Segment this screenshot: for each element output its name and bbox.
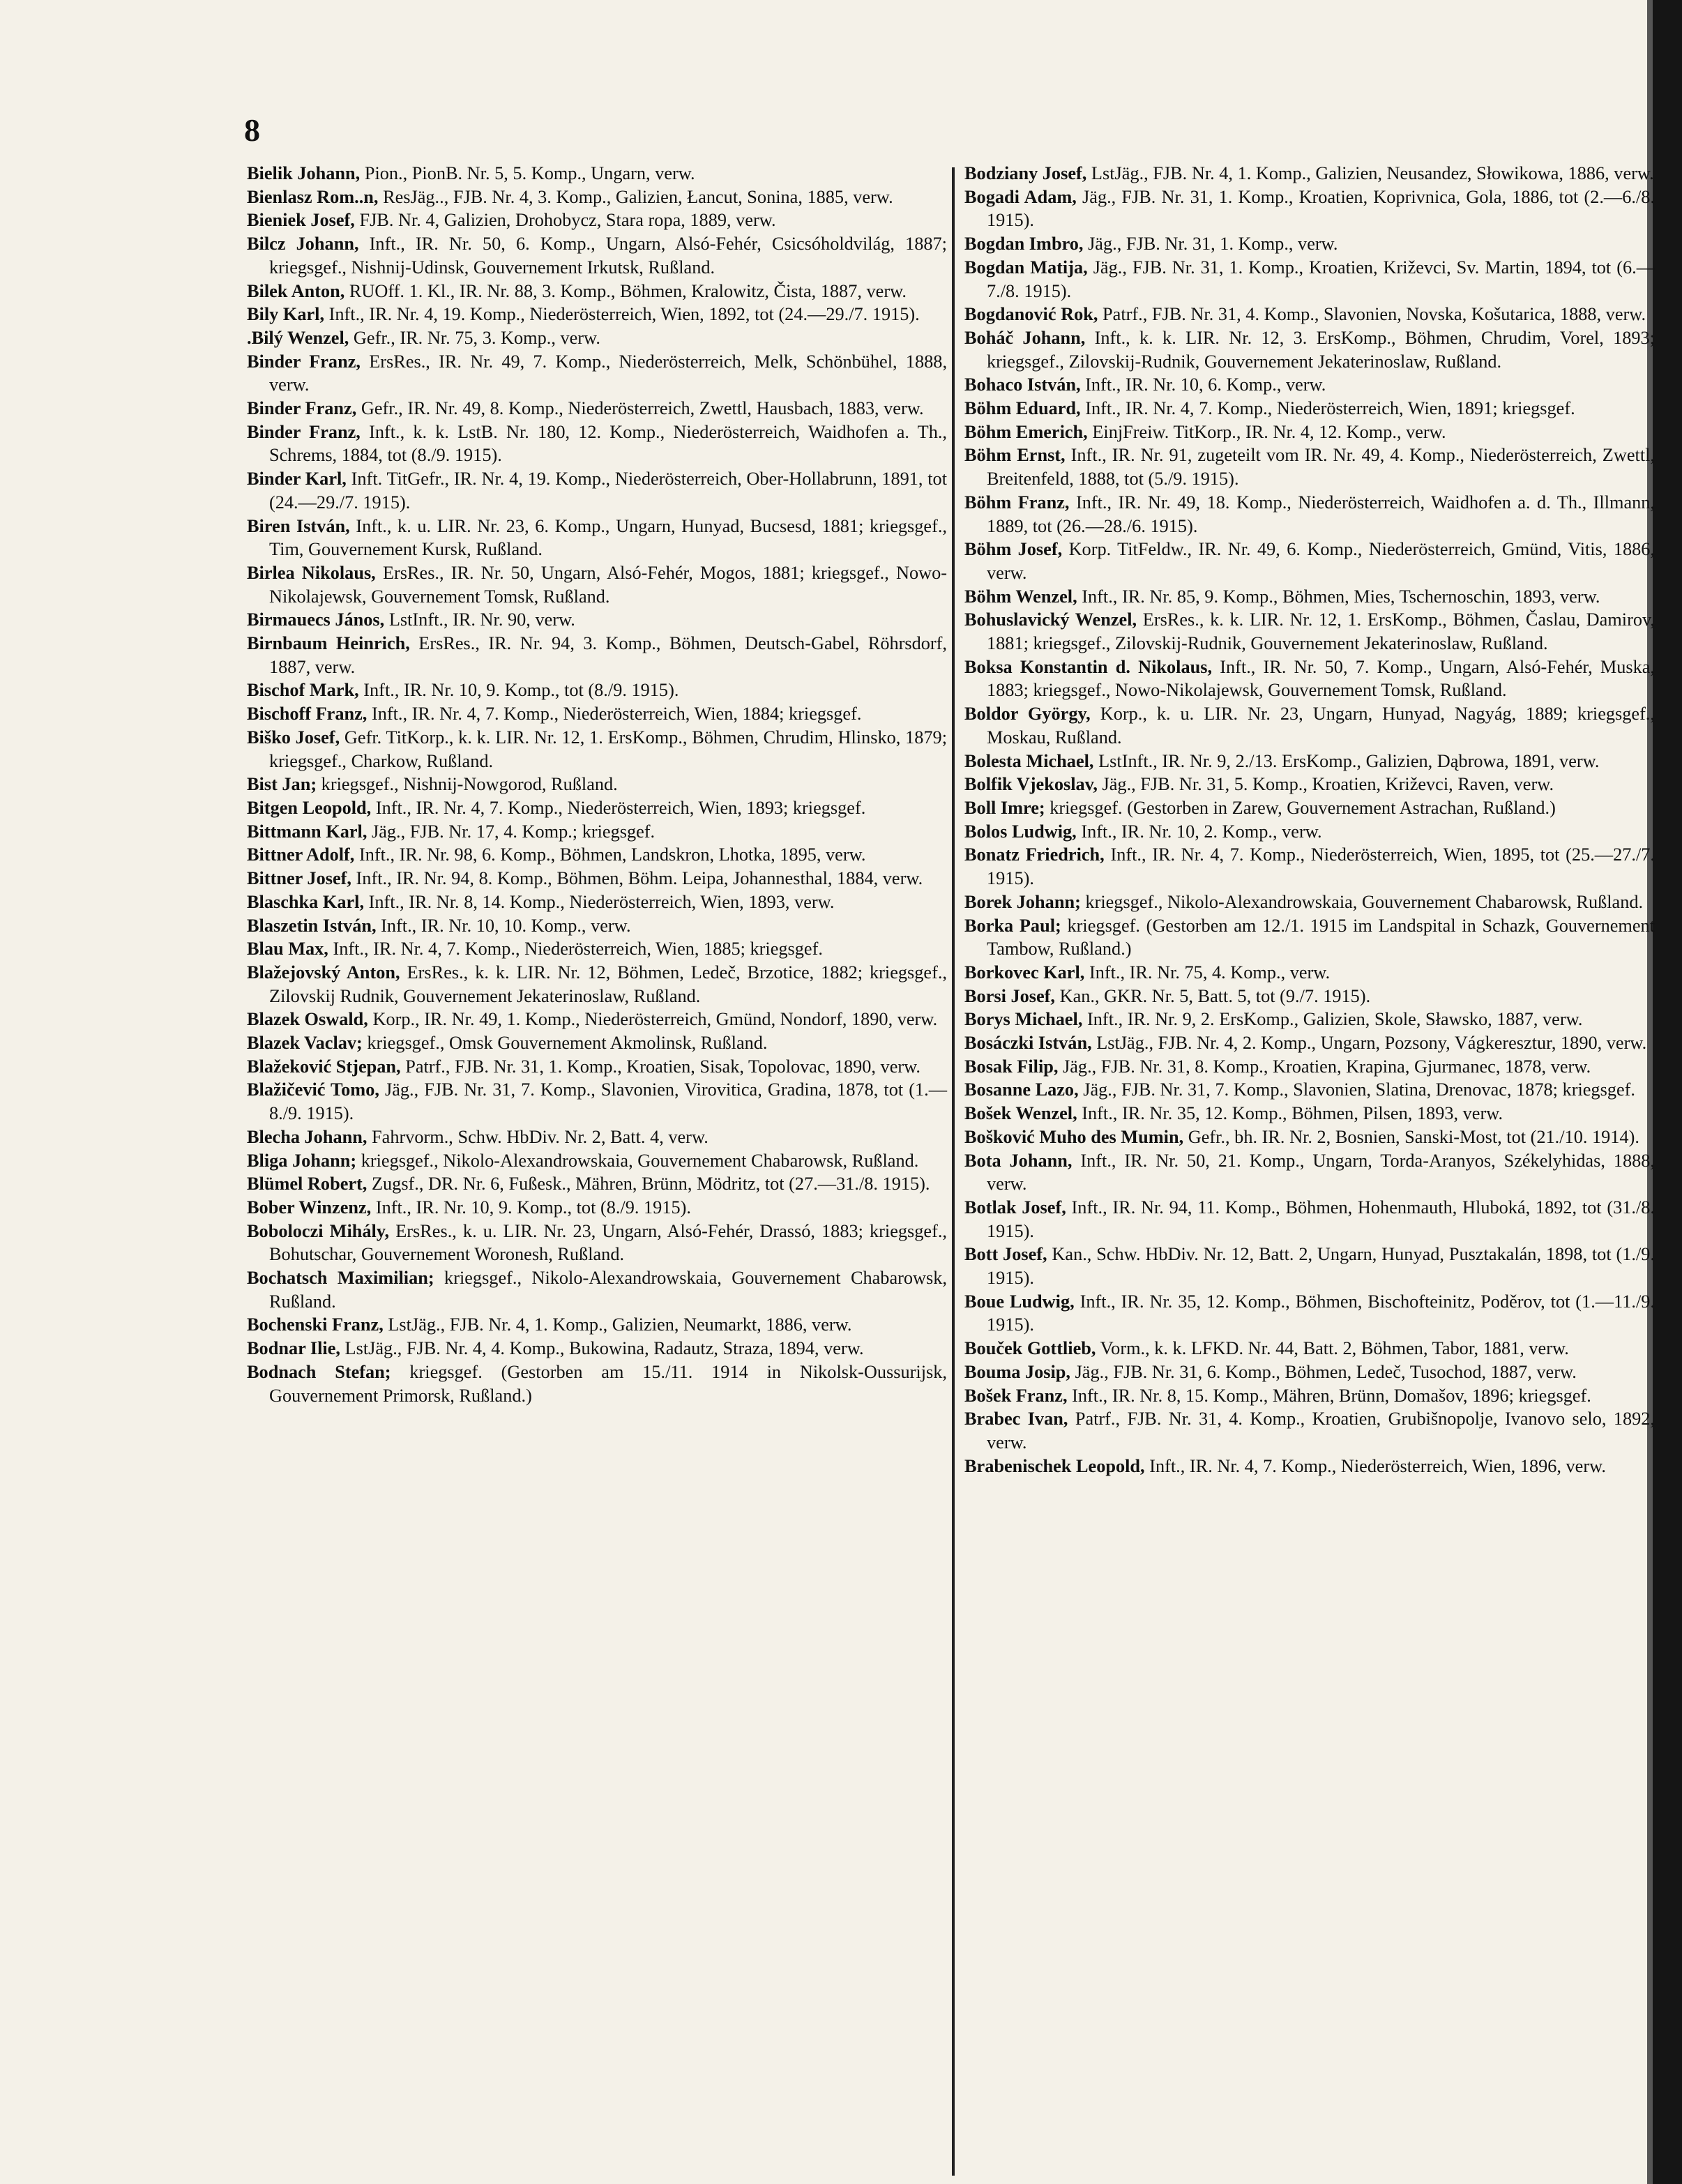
entry-details: Inft., IR. Nr. 91, zugeteilt vom IR. Nr. 49, 4. Komp., Niederösterreich, Zwettl, Breitenfeld, 1888, tot (5./9. 1915). bbox=[987, 445, 1655, 490]
entry-details: Kan., GKR. Nr. 5, Batt. 5, tot (9./7. 1915). bbox=[1059, 985, 1371, 1006]
entry-name: Böhm Ernst, bbox=[964, 445, 1066, 466]
list-entry bbox=[247, 1031, 947, 1055]
entry-name: Bošković Muho des Mumin, bbox=[964, 1126, 1184, 1147]
entry-details: ErsRes., k. k. LIR. Nr. 12, Böhmen, Ledeč, Brzotice, 1882; kriegsgef., Zilovskij Rudnik, Gouvernement Jekaterinoslaw, Rußland. bbox=[269, 962, 948, 1006]
entry-details: Jäg., FJB. Nr. 31, 8. Komp., Kroatien, Krapina, Gjurmanec, 1878, verw. bbox=[1063, 1056, 1591, 1077]
entry-details: ErsRes., IR. Nr. 94, 3. Komp., Böhmen, Deutsch-Gabel, Röhrsdorf, 1887, verw. bbox=[269, 633, 947, 677]
entry-name: Blaschka Karl, bbox=[247, 891, 365, 912]
entry-name: Bischof Mark, bbox=[247, 680, 359, 701]
entry-details: Jäg., FJB. Nr. 31, 7. Komp., Slavonien, Slatina, Drenovac, 1878; kriegsgef. bbox=[1083, 1079, 1635, 1100]
entry-name: Bittmann Karl, bbox=[247, 821, 368, 842]
entry-name: Bouma Josip, bbox=[964, 1361, 1070, 1382]
entry-details: Inft., IR. Nr. 35, 12. Komp., Böhmen, Bischofteinitz, Poděrov, tot (1.—11./9. 1915). bbox=[987, 1291, 1656, 1335]
entry-name: Bilek Anton, bbox=[247, 280, 345, 301]
entry-details: Jäg., FJB. Nr. 31, 1. Komp., verw. bbox=[1088, 234, 1338, 255]
list-entry bbox=[964, 608, 1655, 655]
list-entry bbox=[964, 1196, 1655, 1243]
list-entry bbox=[247, 1220, 947, 1266]
entry-details: Inft., IR. Nr. 4, 7. Komp., Niederösterreich, Wien, 1885; kriegsgef. bbox=[333, 939, 823, 960]
entry-name: Bodnach Stefan; bbox=[247, 1361, 391, 1382]
list-entry bbox=[964, 961, 1655, 985]
entry-name: Blažičević Tomo, bbox=[247, 1079, 379, 1100]
entry-name: Binder Franz, bbox=[247, 398, 357, 419]
entry-details: Zugsf., DR. Nr. 6, Fußesk., Mähren, Brünn, Mödritz, tot (27.—31./8. 1915). bbox=[371, 1174, 930, 1195]
entry-name: Bota Johann, bbox=[964, 1150, 1073, 1171]
list-entry bbox=[964, 773, 1655, 796]
entry-details: kriegsgef., Nikolo-Alexandrowskaia, Gouvernement Chabarowsk, Rußland. bbox=[1085, 891, 1644, 912]
entry-details: Inft., IR. Nr. 4, 7. Komp., Niederösterreich, Wien, 1884; kriegsgef. bbox=[371, 704, 862, 725]
entry-name: Blaszetin István, bbox=[247, 915, 377, 936]
entry-name: Blazek Vaclav; bbox=[247, 1033, 363, 1054]
entry-name: Bodziany Josef, bbox=[964, 163, 1087, 183]
entry-details: Inft., IR. Nr. 8, 15. Komp., Mähren, Brünn, Domašov, 1896; kriegsgef. bbox=[1072, 1385, 1591, 1406]
list-entry bbox=[247, 561, 947, 608]
list-entry bbox=[247, 280, 947, 303]
entry-details: Inft., IR. Nr. 8, 14. Komp., Niederösterreich, Wien, 1893, verw. bbox=[368, 891, 835, 912]
list-entry bbox=[964, 702, 1655, 749]
entry-name: Bolfik Vjekoslav, bbox=[964, 774, 1098, 795]
list-entry bbox=[247, 1337, 947, 1360]
list-entry bbox=[964, 1102, 1655, 1125]
entry-name: Bitgen Leopold, bbox=[247, 797, 372, 818]
entry-name: Bober Winzenz, bbox=[247, 1197, 372, 1218]
entry-details: Jäg., FJB. Nr. 31, 7. Komp., Slavonien, Virovitica, Gradina, 1878, tot (1.—8./9. 1915). bbox=[269, 1079, 948, 1124]
entry-name: Bischoff Franz, bbox=[247, 704, 368, 725]
list-entry bbox=[247, 867, 947, 890]
list-entry bbox=[247, 162, 947, 185]
list-entry bbox=[964, 585, 1655, 609]
list-entry bbox=[247, 303, 947, 326]
entry-details: kriegsgef., Nikolo-Alexandrowskaia, Gouvernement Chabarowsk, Rußland. bbox=[361, 1150, 919, 1171]
entry-name: Böhm Eduard, bbox=[964, 398, 1081, 419]
entry-details: Inft., IR. Nr. 9, 2. ErsKomp., Galizien, Skole, Sławsko, 1887, verw. bbox=[1087, 1009, 1583, 1030]
list-entry bbox=[964, 1078, 1655, 1102]
entry-details: Inft., IR. Nr. 85, 9. Komp., Böhmen, Mies, Tschernoschin, 1893, verw. bbox=[1082, 586, 1600, 607]
entry-details: Inft., IR. Nr. 49, 18. Komp., Niederösterreich, Waidhofen a. d. Th., Illmann, 1889, tot (26.—28./6. 1915). bbox=[987, 492, 1655, 536]
entry-name: Boue Ludwig, bbox=[964, 1291, 1075, 1312]
list-entry bbox=[247, 1008, 947, 1031]
list-entry bbox=[247, 1196, 947, 1220]
list-entry bbox=[247, 890, 947, 914]
list-entry bbox=[247, 515, 947, 561]
entry-details: Inft., k. k. LIR. Nr. 12, 3. ErsKomp., Böhmen, Chrudim, Vorel, 1893; kriegsgef., Zilovskij-Rudnik, Gouvernement Jekaterinoslaw, Rußland. bbox=[987, 327, 1655, 372]
entry-details: Inft., IR. Nr. 35, 12. Komp., Böhmen, Pilsen, 1893, verw. bbox=[1082, 1103, 1503, 1124]
entry-name: Borkovec Karl, bbox=[964, 962, 1085, 983]
entry-details: Pion., PionB. Nr. 5, 5. Komp., Ungarn, verw. bbox=[364, 163, 695, 183]
list-entry bbox=[964, 373, 1655, 397]
entry-details: ErsRes., k. u. LIR. Nr. 23, Ungarn, Alsó-Fehér, Drassó, 1883; kriegsgef., Bohutschar, Gouvernement Woronesh, Rußland. bbox=[269, 1220, 947, 1265]
list-entry bbox=[964, 1149, 1655, 1196]
entry-name: Blažejovský Anton, bbox=[247, 962, 400, 983]
list-entry bbox=[247, 937, 947, 961]
entry-name: Binder Franz, bbox=[247, 421, 361, 442]
entry-name: Boldor György, bbox=[964, 704, 1091, 725]
entry-name: Bonatz Friedrich, bbox=[964, 844, 1105, 865]
list-entry bbox=[964, 1290, 1655, 1337]
entry-details: Gefr., IR. Nr. 49, 8. Komp., Niederösterreich, Zwettl, Hausbach, 1883, verw. bbox=[361, 398, 924, 419]
entry-details: LstJäg., FJB. Nr. 4, 4. Komp., Bukowina, Radautz, Straza, 1894, verw. bbox=[344, 1338, 864, 1359]
list-entry bbox=[964, 232, 1655, 256]
entry-name: Bolesta Michael, bbox=[964, 750, 1094, 771]
list-entry bbox=[247, 350, 947, 397]
entry-details: FJB. Nr. 4, Galizien, Drohobycz, Stara ropa, 1889, verw. bbox=[359, 210, 776, 231]
entry-details: Patrf., FJB. Nr. 31, 1. Komp., Kroatien, Sisak, Topolovac, 1890, verw. bbox=[405, 1056, 920, 1077]
entry-name: Borek Johann; bbox=[964, 891, 1081, 912]
entry-details: Inft., IR. Nr. 50, 6. Komp., Ungarn, Alsó-Fehér, Csicsóholdvilág, 1887; kriegsgef., Nishnij-Udinsk, Gouvernement Irkutsk, Rußland. bbox=[269, 234, 947, 278]
entry-details: Inft., IR. Nr. 4, 19. Komp., Niederösterreich, Wien, 1892, tot (24.—29./7. 1915). bbox=[328, 304, 920, 325]
list-entry bbox=[964, 420, 1655, 444]
list-entry bbox=[247, 702, 947, 726]
list-entry bbox=[247, 678, 947, 702]
entry-name: Blümel Robert, bbox=[247, 1174, 368, 1195]
entry-details: Inft., IR. Nr. 98, 6. Komp., Böhmen, Landskron, Lhotka, 1895, verw. bbox=[358, 844, 866, 865]
list-entry bbox=[247, 397, 947, 420]
list-entry bbox=[247, 1266, 947, 1313]
entry-name: Bošek Wenzel, bbox=[964, 1103, 1077, 1124]
entry-name: Bohaco István, bbox=[964, 374, 1081, 395]
entry-name: Birnbaum Heinrich, bbox=[247, 633, 410, 654]
entry-name: Bogadi Adam, bbox=[964, 186, 1077, 207]
entry-name: Bist Jan; bbox=[247, 774, 317, 795]
list-entry bbox=[964, 491, 1655, 538]
list-entry bbox=[964, 890, 1655, 914]
right-column bbox=[964, 162, 1655, 1478]
list-entry bbox=[247, 232, 947, 279]
list-entry bbox=[964, 750, 1655, 773]
list-entry bbox=[247, 467, 947, 514]
entry-name: Brabec Ivan, bbox=[964, 1409, 1068, 1430]
list-entry bbox=[964, 443, 1655, 490]
entry-name: Biško Josef, bbox=[247, 727, 340, 748]
entry-details: Inft., IR. Nr. 10, 9. Komp., tot (8./9. 1915). bbox=[375, 1197, 691, 1218]
entry-details: kriegsgef., Omsk Gouvernement Akmolinsk, Rußland. bbox=[367, 1033, 768, 1054]
list-entry bbox=[964, 1125, 1655, 1149]
list-entry bbox=[964, 1360, 1655, 1384]
list-entry bbox=[964, 843, 1655, 890]
entry-name: Bittner Josef, bbox=[247, 868, 351, 889]
entry-details: Patrf., FJB. Nr. 31, 4. Komp., Slavonien, Novska, Košutarica, 1888, verw. bbox=[1103, 304, 1646, 325]
entry-details: EinjFreiw. TitKorp., IR. Nr. 4, 12. Komp., verw. bbox=[1092, 421, 1446, 442]
entry-details: ResJäg.., FJB. Nr. 4, 3. Komp., Galizien, Łancut, Sonina, 1885, verw. bbox=[383, 186, 893, 207]
entry-name: Blažeković Stjepan, bbox=[247, 1056, 401, 1077]
entry-details: Inft., IR. Nr. 94, 8. Komp., Böhmen, Böhm. Leipa, Johannesthal, 1884, verw. bbox=[356, 868, 923, 889]
entry-details: Inft., IR. Nr. 50, 7. Komp., Ungarn, Alsó-Fehér, Muska, 1883; kriegsgef., Nowo-Nikolajewsk, Gouvernement Tomsk, Rußland. bbox=[987, 656, 1656, 701]
entry-details: Inft., IR. Nr. 10, 6. Komp., verw. bbox=[1085, 374, 1326, 395]
entry-details: Fahrvorm., Schw. HbDiv. Nr. 2, Batt. 4, verw. bbox=[372, 1126, 709, 1147]
entry-name: Boksa Konstantin d. Nikolaus, bbox=[964, 656, 1213, 677]
list-entry bbox=[247, 420, 947, 467]
entry-name: Bielik Johann, bbox=[247, 163, 361, 183]
entry-details: Korp., IR. Nr. 49, 1. Komp., Niederösterreich, Gmünd, Nondorf, 1890, verw. bbox=[372, 1009, 938, 1030]
list-entry bbox=[964, 538, 1655, 584]
entry-details: Inft., IR. Nr. 10, 2. Komp., verw. bbox=[1081, 821, 1322, 842]
list-entry bbox=[247, 773, 947, 796]
list-entry bbox=[247, 632, 947, 678]
entry-name: Böhm Franz, bbox=[964, 492, 1070, 513]
entry-details: Patrf., FJB. Nr. 31, 4. Komp., Kroatien, Grubišnopolje, Ivanovo selo, 1892, verw. bbox=[987, 1409, 1655, 1453]
list-entry bbox=[964, 1055, 1655, 1079]
entry-details: Inft., IR. Nr. 50, 21. Komp., Ungarn, Torda-Aranyos, Székelyhidas, 1888, verw. bbox=[987, 1150, 1655, 1195]
entry-details: Jäg., FJB. Nr. 31, 6. Komp., Böhmen, Ledeč, Tusochod, 1887, verw. bbox=[1075, 1361, 1577, 1382]
list-entry bbox=[964, 820, 1655, 844]
list-entry bbox=[247, 914, 947, 938]
entry-details: Korp. TitFeldw., IR. Nr. 49, 6. Komp., Niederösterreich, Gmünd, Vitis, 1886, verw. bbox=[987, 539, 1655, 583]
entry-details: Kan., Schw. HbDiv. Nr. 12, Batt. 2, Ungarn, Hunyad, Pusztakalán, 1898, tot (1./9. 1915). bbox=[987, 1244, 1655, 1289]
list-entry bbox=[964, 1008, 1655, 1031]
list-entry bbox=[964, 326, 1655, 373]
entry-details: Gefr. TitKorp., k. k. LIR. Nr. 12, 1. ErsKomp., Böhmen, Chrudim, Hlinsko, 1879; kriegsgef., Charkow, Rußland. bbox=[269, 727, 948, 771]
list-entry bbox=[247, 1313, 947, 1337]
entry-name: Bodnar Ilie, bbox=[247, 1338, 340, 1359]
entry-name: Bott Josef, bbox=[964, 1244, 1047, 1265]
list-entry bbox=[247, 796, 947, 820]
entry-name: Bochenski Franz, bbox=[247, 1314, 384, 1335]
list-entry bbox=[247, 608, 947, 632]
entry-details: Korp., k. u. LIR. Nr. 23, Ungarn, Hunyad, Nagyág, 1889; kriegsgef., Moskau, Rußland. bbox=[987, 704, 1656, 748]
column-divider bbox=[952, 167, 955, 2176]
entry-name: Borys Michael, bbox=[964, 1009, 1083, 1030]
entry-name: Böhm Wenzel, bbox=[964, 586, 1077, 607]
entry-name: Borsi Josef, bbox=[964, 985, 1056, 1006]
entry-name: Boboloczi Mihály, bbox=[247, 1220, 390, 1241]
list-entry bbox=[247, 726, 947, 773]
entry-name: Birlea Nikolaus, bbox=[247, 562, 376, 583]
list-entry bbox=[964, 1243, 1655, 1289]
list-entry bbox=[247, 1172, 947, 1196]
entry-name: Bilcz Johann, bbox=[247, 234, 359, 255]
entry-name: Bosáczki István, bbox=[964, 1033, 1092, 1054]
page-number: 8 bbox=[244, 112, 260, 148]
list-entry bbox=[964, 1031, 1655, 1055]
entry-details: Jäg., FJB. Nr. 17, 4. Komp.; kriegsgef. bbox=[371, 821, 656, 842]
entry-name: Bouček Gottlieb, bbox=[964, 1338, 1096, 1359]
list-entry bbox=[964, 303, 1655, 326]
list-entry bbox=[247, 1078, 947, 1125]
list-entry bbox=[247, 820, 947, 844]
entry-details: Inft., IR. Nr. 10, 10. Komp., verw. bbox=[381, 915, 631, 936]
entry-name: Biren István, bbox=[247, 515, 350, 536]
entry-details: ErsRes., IR. Nr. 49, 7. Komp., Niederösterreich, Melk, Schönbühel, 1888, verw. bbox=[269, 351, 948, 395]
entry-details: kriegsgef. (Gestorben in Zarew, Gouvernement Astrachan, Rußland.) bbox=[1050, 797, 1556, 818]
entry-details: Gefr., bh. IR. Nr. 2, Bosnien, Sanski-Most, tot (21./10. 1914). bbox=[1188, 1126, 1639, 1147]
entry-name: Bittner Adolf, bbox=[247, 844, 355, 865]
entry-details: Jäg., FJB. Nr. 31, 5. Komp., Kroatien, Križevci, Raven, verw. bbox=[1102, 774, 1554, 795]
entry-name: Blecha Johann, bbox=[247, 1126, 368, 1147]
entry-details: Inft., IR. Nr. 4, 7. Komp., Niederösterreich, Wien, 1893; kriegsgef. bbox=[375, 797, 866, 818]
entry-details: Inft., k. k. LstB. Nr. 180, 12. Komp., Niederösterreich, Waidhofen a. Th., Schrems, 1884, tot (8./9. 1915). bbox=[269, 421, 947, 466]
entry-details: kriegsgef. (Gestorben am 12./1. 1915 im Landspital in Schazk, Gouvernement Tambow, Rußland.) bbox=[987, 915, 1656, 960]
list-entry bbox=[964, 1337, 1655, 1360]
list-entry bbox=[247, 843, 947, 867]
entry-name: Bliga Johann; bbox=[247, 1150, 357, 1171]
entry-name: Bogdan Matija, bbox=[964, 257, 1088, 278]
list-entry bbox=[247, 1149, 947, 1173]
list-entry bbox=[247, 1360, 947, 1407]
entry-name: Brabenischek Leopold, bbox=[964, 1455, 1145, 1476]
entry-name: Bienlasz Rom..n, bbox=[247, 186, 379, 207]
entry-name: .Bilý Wenzel, bbox=[247, 327, 349, 348]
entry-details: RUOff. 1. Kl., IR. Nr. 88, 3. Komp., Böhmen, Kralowitz, Čista, 1887, verw. bbox=[349, 280, 907, 301]
entry-name: Bogdanović Rok, bbox=[964, 304, 1098, 325]
entry-details: Inft., k. u. LIR. Nr. 23, 6. Komp., Ungarn, Hunyad, Bucsesd, 1881; kriegsgef., Tim, Gouvernement Kursk, Rußland. bbox=[269, 515, 947, 560]
entry-details: Vorm., k. k. LFKD. Nr. 44, Batt. 2, Böhmen, Tabor, 1881, verw. bbox=[1100, 1338, 1569, 1359]
list-entry bbox=[247, 1125, 947, 1149]
list-entry bbox=[964, 1407, 1655, 1454]
entry-name: Bohuslavický Wenzel, bbox=[964, 609, 1137, 630]
entry-details: Inft., IR. Nr. 4, 7. Komp., Niederösterreich, Wien, 1895, tot (25.—27./7. 1915). bbox=[987, 844, 1655, 889]
list-entry bbox=[247, 326, 947, 350]
list-entry bbox=[964, 1455, 1655, 1478]
entry-details: Inft. TitGefr., IR. Nr. 4, 19. Komp., Niederösterreich, Ober-Hollabrunn, 1891, tot (24.—29./7. 1915). bbox=[269, 469, 948, 513]
entry-name: Binder Karl, bbox=[247, 469, 347, 490]
list-entry bbox=[964, 1384, 1655, 1408]
entry-details: Jäg., FJB. Nr. 31, 1. Komp., Kroatien, Križevci, Sv. Martin, 1894, tot (6.—7./8. 1915). bbox=[987, 257, 1655, 301]
entry-name: Bieniek Josef, bbox=[247, 210, 355, 231]
entry-name: Blau Max, bbox=[247, 939, 328, 960]
entry-details: LstJäg., FJB. Nr. 4, 2. Komp., Ungarn, Pozsony, Vágkeresztur, 1890, verw. bbox=[1096, 1033, 1647, 1054]
entry-name: Bolos Ludwig, bbox=[964, 821, 1077, 842]
entry-details: Inft., IR. Nr. 75, 4. Komp., verw. bbox=[1089, 962, 1331, 983]
list-entry bbox=[964, 914, 1655, 961]
entry-name: Borka Paul; bbox=[964, 915, 1061, 936]
entry-name: Bily Karl, bbox=[247, 304, 325, 325]
entry-details: LstJäg., FJB. Nr. 4, 1. Komp., Galizien, Neumarkt, 1886, verw. bbox=[388, 1314, 852, 1335]
entry-details: Inft., IR. Nr. 4, 7. Komp., Niederösterreich, Wien, 1891; kriegsgef. bbox=[1085, 398, 1575, 419]
list-entry bbox=[964, 397, 1655, 420]
list-entry bbox=[247, 185, 947, 209]
list-entry bbox=[247, 1055, 947, 1079]
list-entry bbox=[964, 185, 1655, 232]
entry-details: Inft., IR. Nr. 94, 11. Komp., Böhmen, Hohenmauth, Hluboká, 1892, tot (31./8. 1915). bbox=[987, 1197, 1655, 1241]
left-column bbox=[247, 162, 947, 1407]
entry-details: LstJäg., FJB. Nr. 4, 1. Komp., Galizien, Neusandez, Słowikowa, 1886, verw. bbox=[1091, 163, 1654, 183]
entry-name: Birmauecs János, bbox=[247, 609, 385, 630]
entry-name: Bosak Filip, bbox=[964, 1056, 1059, 1077]
entry-name: Böhm Emerich, bbox=[964, 421, 1088, 442]
entry-details: kriegsgef., Nikolo-Alexandrowskaia, Gouvernement Chabarowsk, Rußland. bbox=[269, 1268, 947, 1312]
entry-name: Bošek Franz, bbox=[964, 1385, 1068, 1406]
entry-details: LstInft., IR. Nr. 9, 2./13. ErsKomp., Galizien, Dąbrowa, 1891, verw. bbox=[1098, 750, 1600, 771]
entry-name: Binder Franz, bbox=[247, 351, 361, 372]
entry-name: Böhm Josef, bbox=[964, 539, 1063, 560]
list-entry bbox=[247, 961, 947, 1008]
entry-name: Bochatsch Maximilian; bbox=[247, 1268, 434, 1289]
list-entry bbox=[247, 208, 947, 232]
list-entry bbox=[964, 985, 1655, 1008]
entry-name: Botlak Josef, bbox=[964, 1197, 1066, 1218]
list-entry bbox=[964, 655, 1655, 702]
entry-details: Gefr., IR. Nr. 75, 3. Komp., verw. bbox=[353, 327, 600, 348]
list-entry bbox=[964, 256, 1655, 303]
page-edge bbox=[1653, 0, 1682, 2184]
entry-details: Jäg., FJB. Nr. 31, 1. Komp., Kroatien, Koprivnica, Gola, 1886, tot (2.—6./8. 1915). bbox=[987, 186, 1655, 231]
entry-name: Bogdan Imbro, bbox=[964, 234, 1084, 255]
entry-name: Boll Imre; bbox=[964, 797, 1045, 818]
entry-details: Inft., IR. Nr. 10, 9. Komp., tot (8./9. 1915). bbox=[363, 680, 679, 701]
list-entry bbox=[964, 162, 1655, 185]
list-entry bbox=[964, 796, 1655, 820]
entry-details: Inft., IR. Nr. 4, 7. Komp., Niederösterreich, Wien, 1896, verw. bbox=[1149, 1455, 1606, 1476]
entry-details: kriegsgef. (Gestorben am 15./11. 1914 in Nikolsk-Oussurijsk, Gouvernement Primorsk, Rußland.) bbox=[269, 1361, 947, 1406]
entry-details: ErsRes., IR. Nr. 50, Ungarn, Alsó-Fehér, Mogos, 1881; kriegsgef., Nowo-Nikolajewsk, Gouvernement Tomsk, Rußland. bbox=[269, 562, 948, 607]
entry-details: LstInft., IR. Nr. 90, verw. bbox=[388, 609, 575, 630]
entry-details: ErsRes., k. k. LIR. Nr. 12, 1. ErsKomp., Böhmen, Časlau, Damirov, 1881; kriegsgef., Zilovskij-Rudnik, Gouvernement Jekaterinoslaw, Rußland. bbox=[987, 609, 1656, 654]
entry-name: Blazek Oswald, bbox=[247, 1009, 368, 1030]
entry-details: kriegsgef., Nishnij-Nowgorod, Rußland. bbox=[321, 774, 618, 795]
entry-name: Boháč Johann, bbox=[964, 327, 1086, 348]
entry-name: Bosanne Lazo, bbox=[964, 1079, 1079, 1100]
